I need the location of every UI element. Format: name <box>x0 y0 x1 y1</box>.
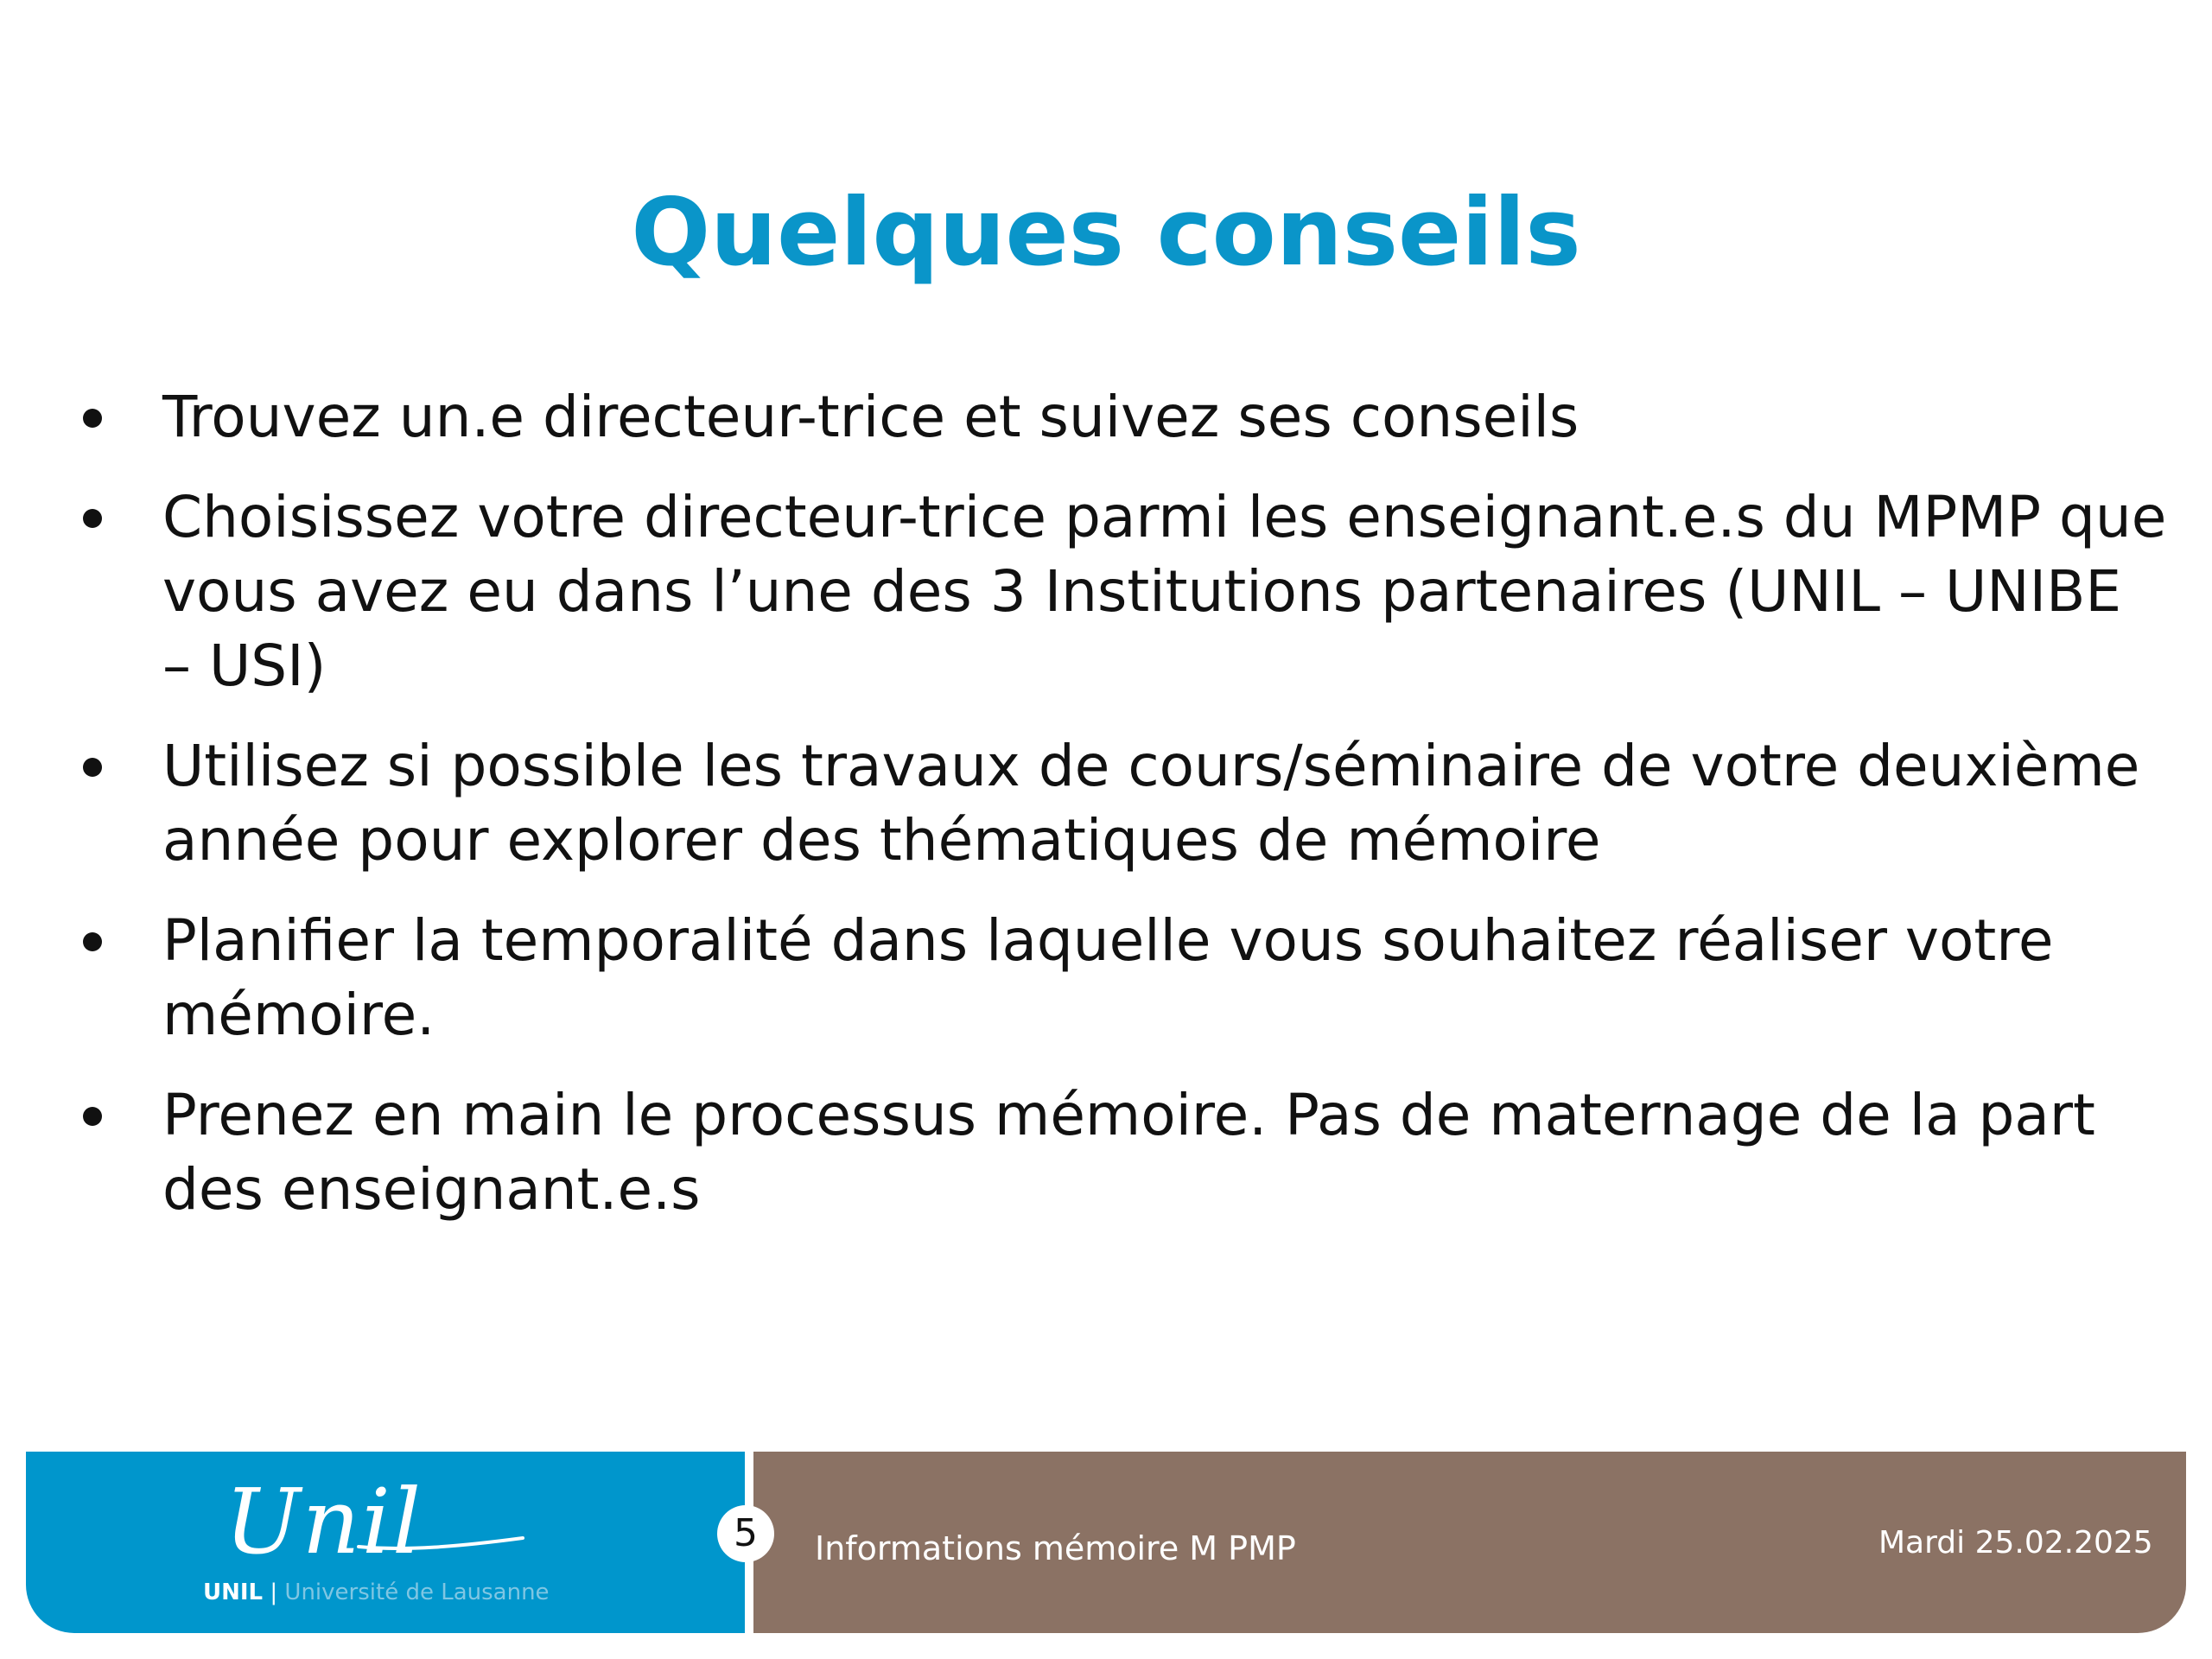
bullet-text: Planifier la temporalité dans laquelle vous souhaitez réaliser votre mémoire. <box>162 907 2054 1048</box>
page-number: 5 <box>717 1505 774 1562</box>
bullet-item <box>76 1078 2167 1227</box>
bullet-icon <box>83 932 102 951</box>
bullet-item <box>76 904 2167 1052</box>
bullet-item <box>76 380 2167 454</box>
logo-caption <box>203 1580 550 1605</box>
bullet-icon <box>83 509 102 528</box>
bullet-list <box>76 380 2167 1253</box>
bullet-icon <box>83 1107 102 1126</box>
bullet-item <box>76 480 2167 703</box>
bullet-text: Choisissez votre directeur-trice parmi les enseignant.e.s du MPMP que vous avez eu dans l’une des 3 Institutions partenaires (UNIL – UNIBE – USI) <box>162 484 2167 699</box>
footer-logo-panel <box>26 1452 745 1633</box>
bullet-text: Utilisez si possible les travaux de cours/séminaire de votre deuxième année pour explorer des thématiques de mémoire <box>162 733 2140 874</box>
presentation-title: Informations mémoire M PMP <box>815 1529 1296 1567</box>
presentation-date: Mardi 25.02.2025 <box>1878 1525 2153 1560</box>
logo-caption-separator: | <box>270 1580 278 1605</box>
logo-caption-sub: Université de Lausanne <box>284 1580 550 1605</box>
bullet-icon <box>83 409 102 428</box>
bullet-item <box>76 729 2167 878</box>
bullet-text: Prenez en main le processus mémoire. Pas de maternage de la part des enseignant.e.s <box>162 1082 2095 1223</box>
unil-logo: Unil <box>225 1469 423 1574</box>
footer-divider <box>26 1443 2186 1452</box>
slide-title: Quelques conseils <box>631 179 1581 287</box>
logo-swoosh-icon <box>354 1512 527 1564</box>
bullet-icon <box>83 758 102 777</box>
bullet-text: Trouvez un.e directeur-trice et suivez ses conseils <box>162 384 1580 450</box>
logo-caption-main: UNIL <box>203 1580 264 1605</box>
